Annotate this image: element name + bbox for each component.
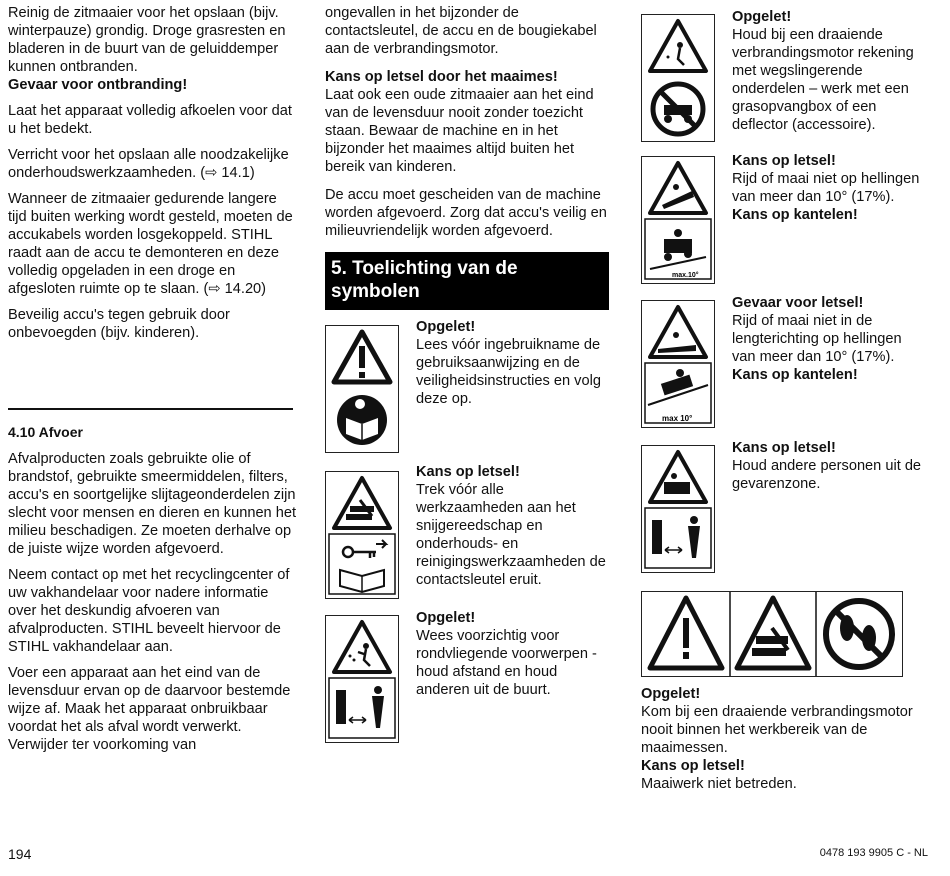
- cutting-hazard-icon: [737, 598, 809, 668]
- keep-distance-icon: [652, 516, 700, 558]
- symbol-thrown-objects: [641, 14, 715, 142]
- symbol-read-manual: [325, 325, 399, 453]
- page-number: 194: [8, 846, 32, 862]
- mower-on-slope-icon: [648, 369, 708, 405]
- max-angle-label: max.10°: [672, 272, 699, 279]
- symbol-keep-others-away: [641, 445, 715, 573]
- symbol-description: Kans op letsel! Houd andere personen uit de gevarenzone.: [732, 440, 922, 492]
- column-middle: [325, 4, 613, 248]
- symbol-description: Kans op letsel! Trek vóór alle werkzaamheden aan het snijgereedschap en onderhouds- en reinigingswerkzaamheden de contactsleutel eruit.: [416, 464, 606, 588]
- danger-zone-icon: [650, 452, 706, 502]
- warning-triangle-icon: [334, 332, 390, 382]
- section-divider: [8, 408, 293, 410]
- book-icon: [340, 570, 384, 592]
- max-angle-label: max 10°: [662, 414, 693, 423]
- paragraph: Beveilig accu's tegen gebruik door onbevoegden (bijv. kinderen).: [8, 307, 230, 341]
- paragraph: Laat het apparaat volledig afkoelen voor dat u het bedekt.: [8, 103, 292, 137]
- column-left: [8, 4, 298, 350]
- keep-distance-icon: [336, 686, 384, 728]
- tipping-hazard-icon: [650, 163, 706, 213]
- mower-on-slope-icon: [650, 229, 706, 269]
- symbol-longitudinal-slope: [641, 300, 715, 428]
- document-code: 0478 193 9905 C - NL: [819, 847, 928, 859]
- section-heading: 4.10 Afvoer: [8, 424, 83, 440]
- symbol-description: Opgelet! Houd bij een draaiende verbrandingsmotor rekening met wegslingerende onderdelen – werk met een grasopvangbox of een deflector (accessoire).: [732, 9, 914, 133]
- symbol-description: Opgelet! Kom bij een draaiende verbrandingsmotor nooit binnen het werkbereik van de maaimessen. Kans op letsel! Maaiwerk niet betreden.: [641, 686, 913, 792]
- paragraph: De accu moet gescheiden van de machine worden afgevoerd. Zorg dat accu's veilig en milieuvriendelijk worden afgevoerd.: [325, 187, 607, 239]
- thrown-objects-icon: [650, 21, 706, 71]
- chapter-title: 5. Toelichting van de symbolen: [325, 252, 609, 310]
- paragraph: Reinig de zitmaaier voor het opslaan (bijv. winterpauze) grondig. Droge grasresten en bladeren in de buurt van de geluiddemper kunnen ontbranden. Gevaar voor ontbranding!: [8, 5, 286, 93]
- paragraph: Voer een apparaat aan het eind van de levensduur ervan op de daarvoor bestemde wijze af. Maak het apparaat onbruikbaar voordat het als afval wordt verwerkt. Verwijder ter voorkoming van: [8, 665, 291, 753]
- symbol-description: Opgelet! Wees voorzichtig voor rondvliegende voorwerpen - houd afstand en houd anderen uit de buurt.: [416, 610, 597, 698]
- tipping-hazard-icon: [650, 307, 706, 357]
- no-stepping-icon: [826, 601, 892, 667]
- no-mowing-without-catcher-icon: [653, 84, 703, 134]
- symbol-remove-key: [325, 471, 399, 599]
- symbol-description: Opgelet! Lees vóór ingebruikname de gebruiksaanwijzing en de veiligheidsinstructies en volg deze op.: [416, 319, 601, 407]
- flying-objects-icon: [334, 622, 390, 672]
- read-manual-icon: [337, 395, 387, 445]
- paragraph: Afvalproducten zoals gebruikte olie of brandstof, gebruikte smeermiddelen, filters, accu's en soortgelijke slijtageonderdelen zijn slecht voor mensen en dieren en kunnen het milieu beschadigen. Ze moeten derhalve op de juiste wijze worden afgevoerd.: [8, 451, 297, 557]
- symbol-slope: [641, 156, 715, 284]
- cutting-hazard-icon: [334, 478, 390, 528]
- paragraph: Wanneer de zitmaaier gedurende langere tijd buiten werking wordt gesteld, moeten de accukabels worden losgekoppeld. STIHL raadt aan de accu te demonteren en deze volledig opgeladen in een droge en afgesloten ruimte op te slaan. (⇨ 14.20): [8, 191, 293, 297]
- symbol-row-blade-hazard: [641, 591, 903, 677]
- key-icon: [343, 540, 386, 558]
- warning-triangle-icon: [650, 598, 722, 668]
- paragraph: ongevallen in het bijzonder de contactsleutel, de accu en de bougiekabel aan de verbrandingsmotor.: [325, 5, 597, 57]
- column-left-lower: [8, 423, 298, 762]
- paragraph: Kans op letsel door het maaimes! Laat ook een oude zitmaaier aan het eind van de levensduur nooit zonder toezicht staan. Bewaar de machine en in het bijzonder het maaimes altijd buiten het bereik van kinderen.: [325, 69, 594, 175]
- symbol-flying-objects: [325, 615, 399, 743]
- symbol-description: Gevaar voor letsel! Rijd of maai niet in de lengterichting op hellingen van meer dan 10° (17%). Kans op kantelen!: [732, 295, 902, 383]
- paragraph: Neem contact op met het recyclingcenter of uw vakhandelaar voor nadere informatie over het deskundig afvoeren van afvalproducten. STIHL beveelt hiervoor de STIHL vakhandelaar aan.: [8, 567, 290, 655]
- paragraph: Verricht voor het opslaan alle noodzakelijke onderhoudswerkzaamheden. (⇨ 14.1): [8, 147, 289, 181]
- symbol-description: Kans op letsel! Rijd of maai niet op hellingen van meer dan 10° (17%). Kans op kantelen!: [732, 153, 920, 223]
